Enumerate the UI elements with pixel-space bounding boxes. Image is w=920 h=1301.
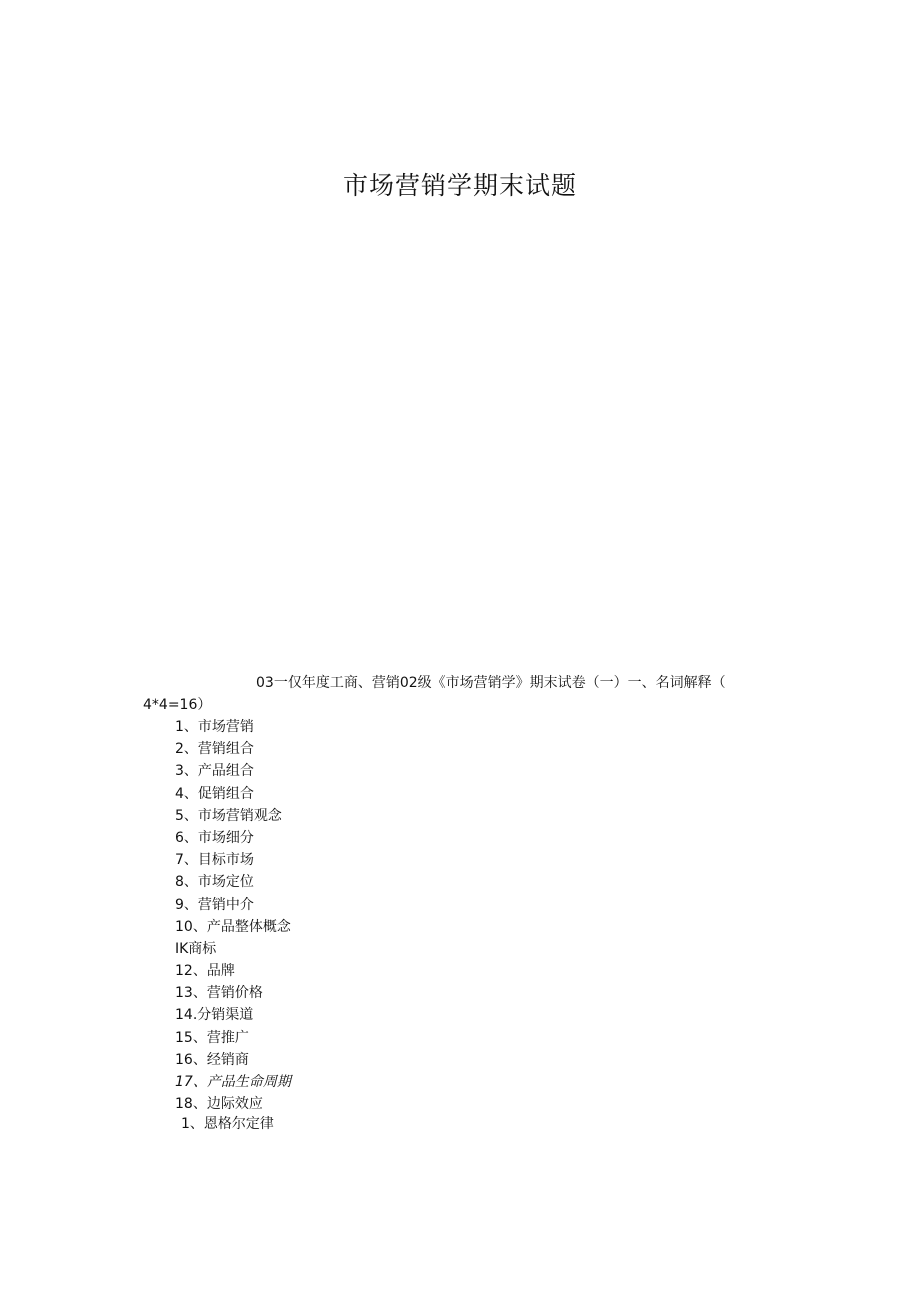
exam-intro-line-1: 03一仅年度工商、营销02级《市场营销学》期末试卷（一）一、名词解释（ <box>256 675 726 691</box>
list-item: 7、目标市场 <box>175 852 254 869</box>
exam-intro-line-2: 4*4=16） <box>143 697 212 713</box>
list-item: 10、产品整体概念 <box>175 918 291 935</box>
list-item: 3、产品组合 <box>175 763 254 780</box>
list-item: 16、经销商 <box>175 1051 249 1068</box>
list-item: 5、市场营销观念 <box>175 807 282 824</box>
list-item: IK商标 <box>175 940 217 957</box>
list-item: 18、边际效应 <box>175 1096 263 1113</box>
list-item: 9、营销中介 <box>175 896 254 913</box>
term-list <box>175 716 291 1138</box>
list-item: 6、市场细分 <box>175 829 254 846</box>
list-item: 13、营销价格 <box>175 985 263 1002</box>
list-item: 12、品牌 <box>175 963 235 980</box>
list-item: 4、促销组合 <box>175 785 254 802</box>
list-item: 1、恩格尔定律 <box>181 1116 274 1133</box>
list-item: 17、产品生命周期 <box>175 1074 291 1090</box>
list-item: 1、市场营销 <box>175 719 254 735</box>
list-item: 14.分销渠道 <box>175 1007 254 1024</box>
list-item: 15、营推广 <box>175 1029 249 1046</box>
list-item: 8、市场定位 <box>175 874 254 891</box>
list-item: 2、营销组合 <box>175 741 254 758</box>
document-title: 市场营销学期末试题 <box>342 171 577 200</box>
